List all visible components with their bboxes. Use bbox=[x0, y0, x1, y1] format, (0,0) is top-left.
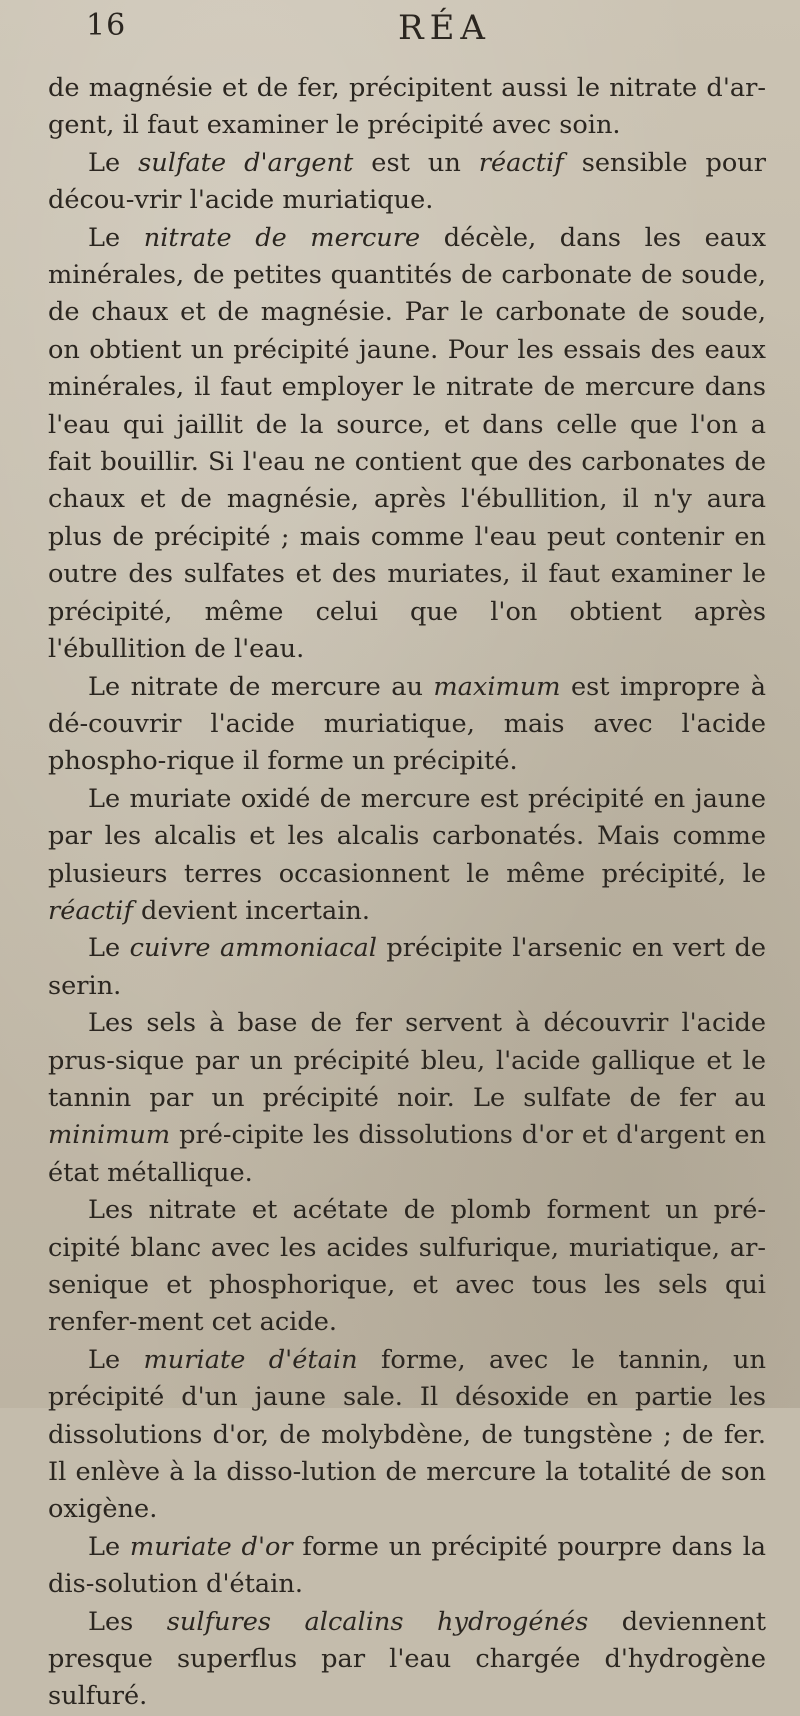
paragraph bbox=[48, 1192, 766, 1342]
italic-term: maximum bbox=[433, 671, 561, 702]
italic-term: réactif bbox=[478, 147, 564, 178]
text-run: précipite l'arsenic en vert de serin. bbox=[48, 933, 767, 1001]
text-run: est un bbox=[353, 147, 479, 178]
text-run: Le bbox=[88, 933, 130, 964]
italic-term: muriate d'étain bbox=[143, 1344, 358, 1375]
text-run: Le bbox=[88, 147, 139, 178]
text-run: deviennent presque superflus par l'eau chargée d'hydrogène sulfuré. bbox=[48, 1606, 766, 1712]
paragraph bbox=[48, 1342, 766, 1529]
text-run: Le bbox=[88, 1531, 130, 1562]
paragraph bbox=[48, 1005, 766, 1192]
text-run: décèle, dans les eaux minérales, de petites quantités de carbonate de soude, de chaux et de magnésie. Par le carbonate de soude, on obtient un précipité jaune. Pour les essais des eaux minérales, il faut employer le nitrate de mercure dans l'eau qui jaillit de la source, et dans celle que l'on a fait bouillir. Si l'eau ne contient que des carbonates de chaux et de magnésie, après l'ébullition, il n'y aura plus de précipité ; mais comme l'eau peut contenir en outre des sulfates et des muriates, il faut examiner le précipité, même celui que l'on obtient après l'ébullition de l'eau. bbox=[48, 222, 767, 665]
paragraph bbox=[48, 669, 766, 781]
italic-term: nitrate de mercure bbox=[143, 222, 421, 253]
paragraph bbox=[48, 145, 766, 220]
text-run: est impropre à dé-couvrir l'acide muriatique, mais avec l'acide phospho-rique il forme un précipité. bbox=[48, 671, 766, 777]
paragraph bbox=[48, 930, 766, 1005]
text-run: de magnésie et de fer, précipitent aussi le nitrate d'ar-gent, il faut examiner le précipité avec soin. bbox=[48, 73, 766, 141]
italic-term: réactif bbox=[48, 895, 133, 926]
page-header bbox=[48, 0, 766, 70]
italic-term: minimum bbox=[48, 1120, 171, 1151]
text-run: Le muriate oxidé de mercure est précipité en jaune par les alcalis et les alcalis carbonatés. Mais comme plusieurs terres occasionnent le même précipité, le bbox=[48, 783, 766, 889]
paragraph bbox=[48, 1529, 766, 1604]
running-title: RÉA bbox=[398, 8, 491, 48]
text-run: Le bbox=[88, 1344, 144, 1375]
text-run: Le bbox=[88, 222, 144, 253]
text-run: Les bbox=[88, 1606, 167, 1637]
text-run: devient incertain. bbox=[132, 895, 371, 926]
text-run: Le nitrate de mercure au bbox=[88, 671, 434, 702]
italic-term: muriate d'or bbox=[129, 1531, 293, 1562]
text-run: forme, avec le tannin, un précipité d'un jaune sale. Il désoxide en partie les dissolutions d'or, de molybdène, de tungstène ; de fer. Il enlève à la disso-lution de mercure la totalité de son oxigène. bbox=[48, 1344, 766, 1525]
page-number: 16 bbox=[86, 8, 127, 43]
text-run: Les sels à base de fer servent à découvrir l'acide prus-sique par un précipité bleu, l'acide gallique et le tannin par un précipité noir. Le sulfate de fer au bbox=[48, 1008, 766, 1113]
italic-term: sulfures alcalins hydrogénés bbox=[166, 1606, 589, 1637]
text-run: sensible pour décou-vrir l'acide muriatique. bbox=[48, 147, 766, 216]
text-run: Les nitrate et acétate de plomb forment un pré-cipité blanc avec les acides sulfurique, muriatique, ar-senique et phosphorique, et avec tous les sels qui renfer-ment cet acide. bbox=[48, 1195, 766, 1338]
text-run: forme un précipité pourpre dans la dis-solution d'étain. bbox=[48, 1531, 767, 1600]
italic-term: sulfate d'argent bbox=[138, 147, 354, 178]
text-run: pré-cipite les dissolutions d'or et d'argent en état métallique. bbox=[48, 1120, 766, 1188]
paragraph bbox=[48, 220, 766, 669]
paragraph bbox=[48, 781, 766, 931]
body-text bbox=[48, 70, 766, 1716]
paragraph bbox=[48, 1604, 766, 1716]
italic-term: cuivre ammoniacal bbox=[129, 933, 377, 964]
paragraph bbox=[48, 70, 766, 145]
